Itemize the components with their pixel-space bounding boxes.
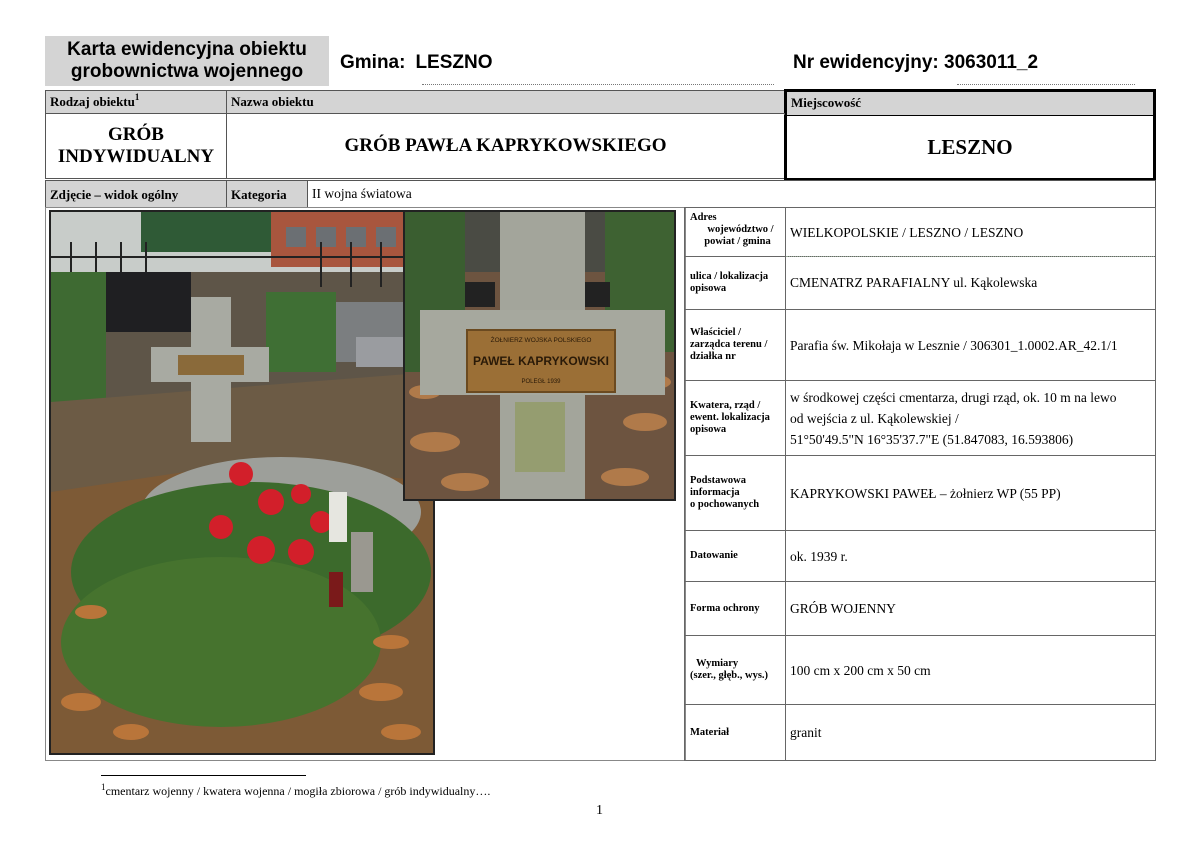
rodzaj-label: Rodzaj obiektu <box>50 94 135 109</box>
kategoria-value: II wojna światowa <box>312 186 412 201</box>
miejscowosc-label: Miejscowość <box>791 95 862 110</box>
kwatera-label-line1: Kwatera, rząd / <box>690 400 761 411</box>
ulica-label-cell <box>684 256 786 310</box>
ulica-value-cell <box>785 256 1156 310</box>
kwatera-value-line2: od wejścia z ul. Kąkolewskiej / <box>790 410 959 426</box>
grave-general-image <box>51 212 433 753</box>
zdjecie-label: Zdjęcie – widok ogólny <box>50 187 179 202</box>
kwatera-label-cell <box>684 380 786 456</box>
footnote-text: cmentarz wojenny / kwatera wojenna / mogiła zbiorowa / grób indywidualny…. <box>105 784 491 798</box>
podstawowa-label-line1: Podstawowa <box>690 475 747 486</box>
podstawowa-value: KAPRYKOWSKI PAWEŁ – żołnierz WP (55 PP) <box>790 485 1061 501</box>
card-title <box>45 36 329 86</box>
wlasciciel-label-line2: zarządca terenu / <box>690 339 768 350</box>
adres-label: Adres <box>690 212 717 223</box>
woj-value: WIELKOPOLSKIE / LESZNO / LESZNO <box>790 224 1024 240</box>
rodzaj-value-line2: INDYWIDUALNY <box>57 146 215 167</box>
wymiary-value: 100 cm x 200 cm x 50 cm <box>790 662 931 678</box>
podstawowa-value-cell <box>785 455 1156 531</box>
ulica-label-line1: ulica / lokalizacja <box>690 271 769 282</box>
ulica-value: CMENATRZ PARAFIALNY ul. Kąkolewska <box>790 275 1038 290</box>
kategoria-label: Kategoria <box>231 187 287 202</box>
kwatera-label-line3: opisowa <box>690 424 727 435</box>
rodzaj-label-cell <box>45 90 227 114</box>
plaque-text-line1: ŻOŁNIERZ WOJSKA POLSKIEGO <box>490 337 592 344</box>
card-title-line2: grobownictwa wojennego <box>70 61 304 82</box>
miejscowosc-label-cell <box>784 89 1156 116</box>
footnote-mark: 1 <box>101 782 106 792</box>
material-label: Materiał <box>690 726 730 738</box>
page-number: 1 <box>596 803 603 818</box>
nazwa-value: GRÓB PAWŁA KAPRYKOWSKIEGO <box>344 135 667 156</box>
podstawowa-label-cell <box>684 455 786 531</box>
forma-label-cell <box>684 581 786 636</box>
nazwa-label-cell <box>226 90 785 114</box>
rodzaj-footnote-mark: 1 <box>134 92 140 102</box>
rodzaj-value-line1: GRÓB <box>108 124 164 145</box>
nr-ewidencyjny-field <box>793 52 1038 74</box>
kategoria-value-cell <box>307 180 1156 208</box>
gmina-field <box>340 52 493 74</box>
rodzaj-value-cell <box>45 113 227 179</box>
datowanie-label-cell <box>684 530 786 582</box>
wymiary-value-cell <box>785 635 1156 705</box>
kwatera-value-line1: w środkowej części cmentarza, drugi rząd, ok. 10 m na lewo <box>790 389 1117 405</box>
woj-value-cell <box>785 207 1156 257</box>
footnote-rule <box>101 775 306 776</box>
datowanie-value-cell <box>785 530 1156 582</box>
nazwa-label: Nazwa obiektu <box>231 94 314 109</box>
cross-closeup-image <box>405 212 674 499</box>
wlasciciel-label-cell <box>684 309 786 381</box>
gmina-label: Gmina: <box>340 52 406 73</box>
woj-label-cell <box>684 207 786 257</box>
wlasciciel-value: Parafia św. Mikołaja w Lesznie / 306301_1.0002.AR_42.1/1 <box>790 337 1118 353</box>
wymiary-label-line2: (szer., głęb., wys.) <box>690 670 769 681</box>
gmina-underline <box>422 84 774 85</box>
kwatera-value-cell <box>785 380 1156 456</box>
datowanie-value: ok. 1939 r. <box>790 548 848 564</box>
wymiary-label-cell <box>684 635 786 705</box>
datowanie-label: Datowanie <box>690 550 738 561</box>
material-label-cell <box>684 704 786 761</box>
footnote <box>101 784 490 799</box>
card-title-line1: Karta ewidencyjna obiektu <box>67 39 307 60</box>
kategoria-label-cell <box>226 180 308 208</box>
podstawowa-label-line3: o pochowanych <box>690 499 760 510</box>
wlasciciel-label-line3: działka nr <box>690 351 736 362</box>
ulica-label-line2: opisowa <box>690 283 727 294</box>
kwatera-label-line2: ewent. lokalizacja <box>690 412 770 423</box>
zdjecie-label-cell <box>45 180 227 208</box>
miejscowosc-value: LESZNO <box>927 135 1013 159</box>
wlasciciel-value-cell <box>785 309 1156 381</box>
material-value: granit <box>790 725 822 740</box>
wlasciciel-label-line1: Właściciel / <box>690 327 742 338</box>
miejscowosc-value-cell <box>784 115 1156 181</box>
plaque-text-line3: POLEGŁ 1939 <box>521 379 561 385</box>
woj-label-line2: powiat / gmina <box>704 236 771 247</box>
nr-value: 3063011_2 <box>944 52 1039 73</box>
forma-value: GRÓB WOJENNY <box>790 601 896 616</box>
grave-general-photo <box>49 210 435 755</box>
woj-label-line1: województwo / <box>707 224 774 235</box>
podstawowa-label-line2: informacja <box>690 487 740 498</box>
wymiary-label-line1: Wymiary <box>696 658 739 669</box>
cross-closeup-photo <box>403 210 676 501</box>
nazwa-value-cell <box>226 113 785 179</box>
material-value-cell <box>785 704 1156 761</box>
nr-underline <box>957 84 1135 85</box>
forma-value-cell <box>785 581 1156 636</box>
kwatera-value-line3: 51°50'49.5"N 16°35'37.7"E (51.847083, 16.593806) <box>790 431 1074 447</box>
nr-label: Nr ewidencyjny: <box>793 52 939 73</box>
gmina-value: LESZNO <box>415 52 493 73</box>
plaque-text-line2: PAWEŁ KAPRYKOWSKI <box>472 354 610 368</box>
forma-label: Forma ochrony <box>690 602 760 614</box>
